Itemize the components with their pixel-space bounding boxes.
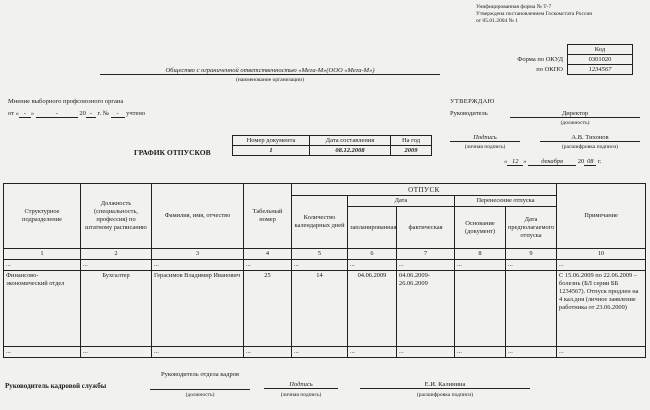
ellipsis-cell: ...: [152, 260, 244, 271]
union-considered: учтено: [126, 110, 146, 117]
codes-table: [510, 44, 633, 75]
ellipsis-cell: ...: [348, 260, 397, 271]
column-number: 7: [397, 249, 455, 260]
column-number: 5: [292, 249, 348, 260]
footer-name-caption: (расшифровка подписи): [416, 392, 474, 398]
row-name: Герасимов Владимир Иванович: [152, 271, 244, 347]
ellipsis-row: [4, 347, 646, 358]
okpo-value: 1234567: [568, 65, 633, 75]
doc-date-header: Дата составления: [310, 136, 391, 146]
column-number: 3: [152, 249, 244, 260]
okpo-label: по ОКПО: [536, 66, 563, 73]
ellipsis-cell: ...: [397, 347, 455, 358]
approve-quote-open: «: [504, 158, 508, 165]
ellipsis-cell: ...: [348, 347, 397, 358]
col-days-header: Количество календарных дней: [292, 196, 348, 249]
row-unit: Финансово-экономический отдел: [4, 271, 81, 347]
ellipsis-cell: ...: [4, 260, 81, 271]
ellipsis-cell: ...: [455, 347, 506, 358]
union-quote-close: »: [30, 110, 35, 117]
ellipsis-cell: ...: [397, 260, 455, 271]
col-planned-header: запланированная: [348, 207, 397, 249]
union-day: -: [19, 110, 31, 118]
column-number: 4: [244, 249, 292, 260]
row-position: Бухгалтер: [81, 271, 152, 347]
ellipsis-cell: ...: [4, 347, 81, 358]
ellipsis-cell: ...: [506, 260, 557, 271]
union-month: -: [36, 110, 78, 118]
approve-month: декабря: [528, 158, 576, 166]
union-year-prefix: 20: [79, 110, 86, 117]
column-number: 9: [506, 249, 557, 260]
approve-day: 12: [507, 158, 523, 166]
footer-position-line: [150, 389, 250, 390]
approve-signature-caption: (личная подпись): [464, 144, 506, 150]
form-header-note: [476, 4, 592, 25]
organization-caption: (наименование организации): [236, 77, 304, 83]
col-name-header: Фамилия, имя, отчество: [152, 184, 244, 249]
ellipsis-row: [4, 260, 646, 271]
doc-date-value: 08.12.2008: [310, 146, 391, 156]
approval-line: Утверждена постановлением Госкомстата России: [476, 11, 593, 17]
ellipsis-cell: ...: [81, 260, 152, 271]
doc-number-header: Номер документа: [233, 136, 310, 146]
column-number: 6: [348, 249, 397, 260]
approval-date-line: от 05.01.2004 № 1: [476, 18, 518, 24]
approve-quote-close: »: [523, 158, 527, 165]
organization-name: Общество с ограниченной ответственностью «Мега-М»(ООО «Мега-М»): [100, 67, 440, 75]
ellipsis-cell: ...: [292, 347, 348, 358]
ellipsis-cell: ...: [244, 260, 292, 271]
col-actual-header: фактическая: [397, 207, 455, 249]
document-number-table: [232, 135, 432, 156]
doc-year-value: 2009: [391, 146, 432, 156]
ellipsis-cell: ...: [506, 347, 557, 358]
code-header: Код: [568, 45, 633, 55]
vacation-schedule-table: [3, 183, 646, 358]
union-year: -: [86, 110, 96, 118]
ellipsis-cell: ...: [455, 260, 506, 271]
approve-name-caption: (расшифровка подписи): [561, 144, 619, 150]
approve-year-suffix: г.: [597, 158, 602, 165]
ellipsis-cell: ...: [557, 260, 646, 271]
approve-date: [504, 158, 601, 166]
footer-signature-caption: (личная подпись): [280, 392, 322, 398]
union-year-suffix: г. №: [97, 110, 109, 117]
col-basis-header: Основание (документ): [455, 207, 506, 249]
okud-label: Форма по ОКУД: [517, 56, 563, 63]
column-number: 8: [455, 249, 506, 260]
row-expected: [506, 271, 557, 347]
union-opinion-label: Мнение выборного профсоюзного органа: [8, 98, 124, 105]
row-note: С 15.06.2009 по 22.06.2009 – болезнь (БЛ серии ББ 1234567). Отпуск продлен на 4 кал.дня (личное заявление работника от 23.06.2009): [557, 271, 646, 347]
column-number: 1: [4, 249, 81, 260]
row-basis: [455, 271, 506, 347]
row-actual: 04.06.2009-26.06.2009: [397, 271, 455, 347]
approve-position: Директор: [510, 110, 640, 118]
ellipsis-cell: ...: [152, 347, 244, 358]
column-number: 2: [81, 249, 152, 260]
col-note-header: Примечание: [557, 184, 646, 249]
footer-position: Руководитель отдела кадров: [160, 371, 240, 378]
footer-name: Е.И. Калинина: [360, 381, 530, 389]
union-number: -: [111, 110, 125, 118]
document-title: ГРАФИК ОТПУСКОВ: [134, 148, 211, 157]
doc-year-header: На год: [391, 136, 432, 146]
union-opinion-line: [8, 110, 145, 118]
row-planned: 04.06.2009: [348, 271, 397, 347]
column-number: 10: [557, 249, 646, 260]
ellipsis-cell: ...: [292, 260, 348, 271]
union-from: от: [8, 110, 15, 117]
ellipsis-cell: ...: [557, 347, 646, 358]
col-transfer-header: Перенесение отпуска: [455, 196, 557, 207]
row-tabnum: 25: [244, 271, 292, 347]
union-quote-open: «: [15, 110, 19, 117]
doc-number-value: 1: [233, 146, 310, 156]
table-row: [4, 271, 646, 347]
col-expected-header: Дата предполагаемого отпуска: [506, 207, 557, 249]
approve-position-caption: (должность): [560, 120, 590, 126]
ellipsis-cell: ...: [81, 347, 152, 358]
approve-year-prefix: 20: [577, 158, 585, 165]
footer-position-caption: (должность): [185, 392, 215, 398]
col-tabnum-header: Табельный номер: [244, 184, 292, 249]
col-unit-header: Структурное подразделение: [4, 184, 81, 249]
row-days: 14: [292, 271, 348, 347]
okud-value: 0301020: [568, 55, 633, 65]
form-number-line: Унифицированная форма № Т-7: [476, 4, 552, 10]
ellipsis-cell: ...: [244, 347, 292, 358]
approve-head-label: Руководитель: [450, 110, 488, 117]
col-date-header: Дата: [348, 196, 455, 207]
col-vacation-header: ОТПУСК: [292, 184, 557, 196]
footer-signature: Подпись: [264, 381, 338, 389]
col-position-header: Должность (специальность, профессия) по штатному расписанию: [81, 184, 152, 249]
column-numbers-row: [4, 249, 646, 260]
approve-year: 08: [584, 158, 596, 166]
approve-title: УТВЕРЖДАЮ: [450, 98, 495, 105]
footer-label: Руководитель кадровой службы: [5, 382, 107, 390]
approve-signature: Подпись: [450, 134, 520, 142]
approve-name: А.В. Тихонов: [540, 134, 640, 142]
